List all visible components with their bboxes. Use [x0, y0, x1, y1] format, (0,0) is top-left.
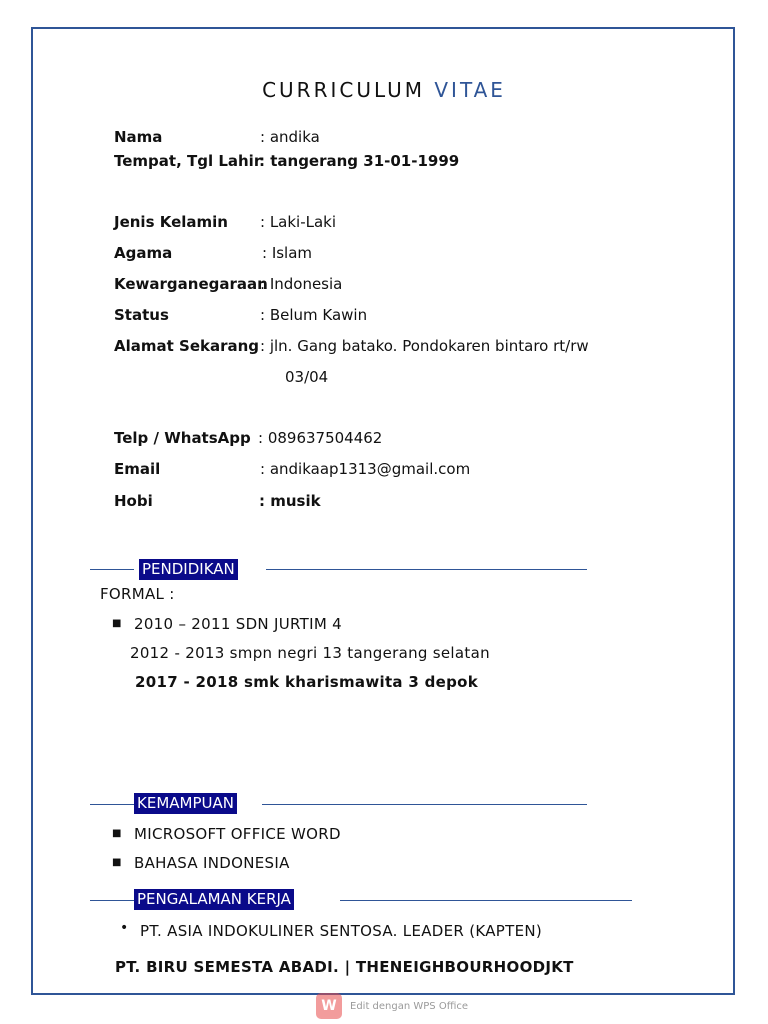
bullet-icon: ■ [112, 857, 122, 868]
document-title [0, 78, 768, 102]
email-value: : andikaap1313@gmail.com [260, 460, 471, 478]
alamat-label: Alamat Sekarang [114, 337, 260, 355]
education-item: 2017 - 2018 smk kharismawita 3 depok [135, 673, 479, 691]
page-border [31, 27, 735, 995]
nama-label: Nama [114, 128, 163, 146]
section-line-right [266, 569, 587, 570]
alamat-value: : jln. Gang batako. Pondokaren bintaro rt/rw [260, 337, 589, 355]
status-value: : Belum Kawin [260, 306, 368, 324]
email-label: Email [114, 460, 161, 478]
ttl-label: Tempat, Tgl Lahir [114, 152, 262, 170]
wps-footer-text: Edit dengan WPS Office [350, 1000, 469, 1012]
section-heading-kemampuan: KEMAMPUAN [134, 793, 237, 814]
experience-item: PT. BIRU SEMESTA ABADI. | THENEIGHBOURHOODJKT [115, 958, 574, 976]
hobi-value: : musik [259, 492, 321, 510]
bullet-icon: ■ [112, 618, 122, 629]
formal-label: FORMAL : [100, 585, 175, 603]
wps-logo-icon: W [316, 993, 342, 1019]
section-line-left [90, 569, 134, 570]
warga-label: Kewarganegaraan [114, 275, 268, 293]
section-line-left [90, 804, 134, 805]
section-heading-pendidikan: PENDIDIKAN [139, 559, 238, 580]
skill-item: MICROSOFT OFFICE WORD [134, 825, 341, 843]
education-item: 2010 – 2011 SDN JURTIM 4 [134, 615, 342, 633]
warga-value: : Indonesia [260, 275, 343, 293]
status-label: Status [114, 306, 169, 324]
title-part2: VITAE [434, 78, 506, 102]
section-line-left [90, 900, 134, 901]
jk-value: : Laki-Laki [260, 213, 337, 231]
alamat-value-line2: 03/04 [285, 368, 329, 386]
jk-label: Jenis Kelamin [114, 213, 228, 231]
section-line-right [262, 804, 587, 805]
agama-value: : Islam [262, 244, 313, 262]
education-item: 2012 - 2013 smpn negri 13 tangerang selatan [130, 644, 490, 662]
telp-label: Telp / WhatsApp [114, 429, 251, 447]
nama-value: : andika [260, 128, 320, 146]
wps-footer [316, 993, 468, 1019]
section-line-right [340, 900, 632, 901]
experience-item: PT. ASIA INDOKULINER SENTOSA. LEADER (KAPTEN) [140, 922, 543, 940]
hobi-label: Hobi [114, 492, 153, 510]
agama-label: Agama [114, 244, 173, 262]
telp-value: : 089637504462 [258, 429, 383, 447]
section-heading-pengalaman: PENGALAMAN KERJA [134, 889, 294, 910]
bullet-dot-icon: • [120, 920, 129, 936]
title-part1: CURRICULUM [262, 78, 426, 102]
ttl-value: : tangerang 31-01-1999 [259, 152, 460, 170]
skill-item: BAHASA INDONESIA [134, 854, 290, 872]
bullet-icon: ■ [112, 828, 122, 839]
